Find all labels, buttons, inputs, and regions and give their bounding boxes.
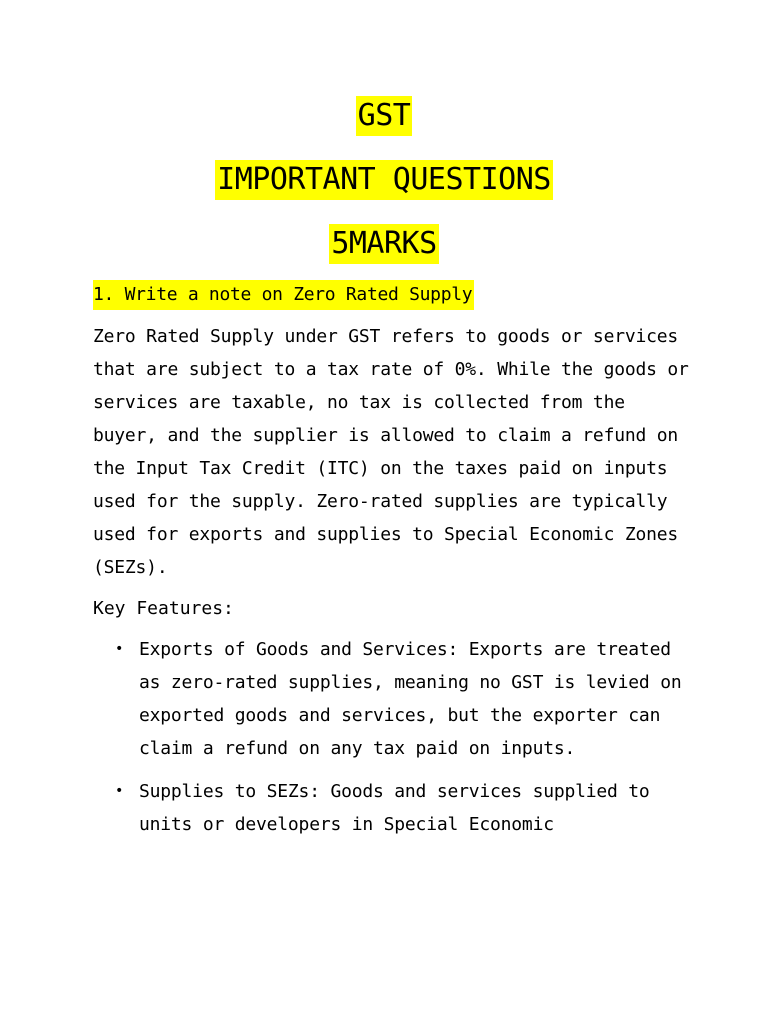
intro-text: under GST refers to goods or services that are subject to a tax rate of 0%. While the goods or services are taxable, no tax is collected from the buyer, and the supplier is allowed to claim a refund on the Input Tax Credit (ITC) on the taxes paid on inputs used for the supply. Zero-rated supplies are typically used for exports and supplies to Special Economic Zones (SEZs). xyxy=(93,326,689,578)
list-item xyxy=(93,775,693,841)
title-marks: 5MARKS xyxy=(329,224,438,264)
feature-text: Exports are treated as zero-rated supplies, meaning no GST is levied on exported goods and services, but the exporter can claim a refund on any tax paid on inputs. xyxy=(139,639,682,759)
title-gst: GST xyxy=(356,96,413,136)
features-list xyxy=(93,633,693,841)
title-line-2 xyxy=(0,152,768,216)
title-important-questions: IMPORTANT QUESTIONS xyxy=(215,160,553,200)
key-features-heading: Key Features: xyxy=(93,598,234,619)
list-item xyxy=(93,633,693,765)
intro-term: Zero Rated Supply xyxy=(93,326,274,347)
bullet-icon: • xyxy=(115,641,124,657)
feature-text: Goods and services supplied to units or developers in Special Economic xyxy=(139,781,650,835)
question-heading: 1. Write a note on Zero Rated Supply xyxy=(93,280,474,310)
title-line-1 xyxy=(0,88,768,152)
document-content xyxy=(93,280,693,851)
document-title-block xyxy=(0,88,768,280)
title-line-3 xyxy=(0,216,768,280)
feature-term: Exports of Goods and Services: xyxy=(139,639,459,660)
feature-term: Supplies to SEZs: xyxy=(139,781,320,802)
intro-paragraph xyxy=(93,320,693,584)
bullet-icon: • xyxy=(115,783,124,799)
